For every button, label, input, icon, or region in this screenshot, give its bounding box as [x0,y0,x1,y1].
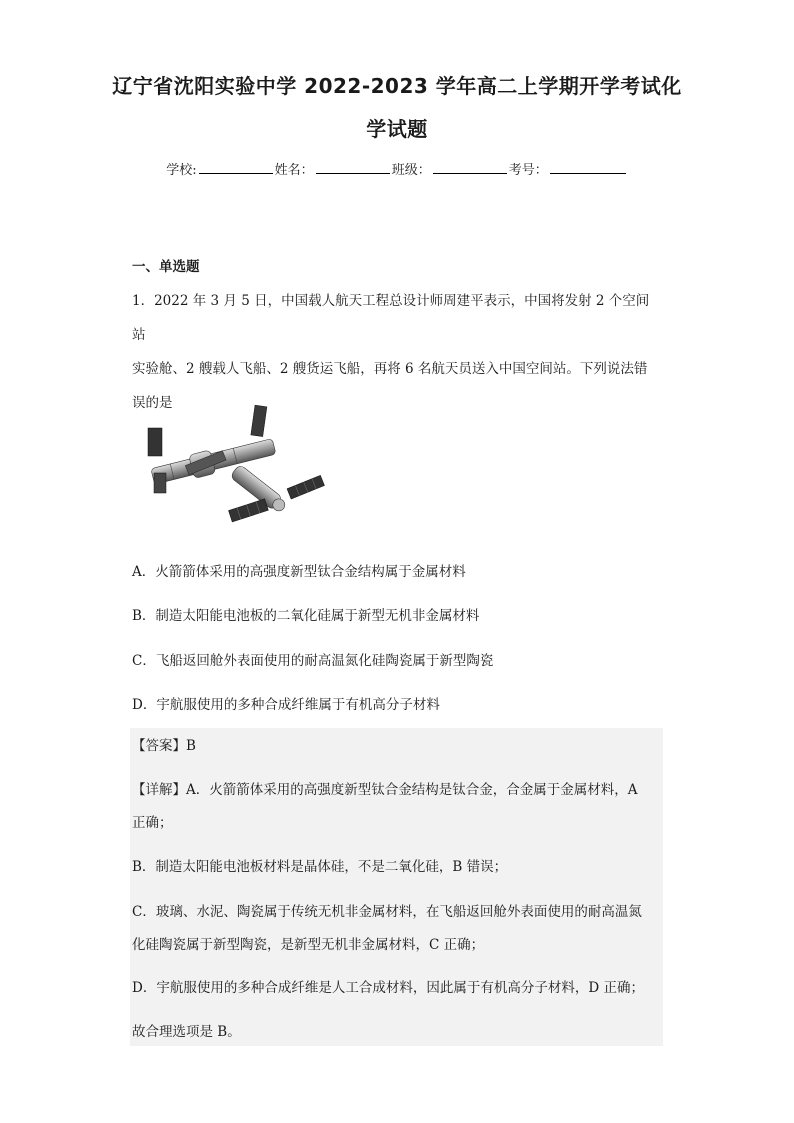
number-blank[interactable] [550,159,626,174]
option-b[interactable]: B．制造太阳能电池板的二氧化硅属于新型无机非金属材料 [132,608,480,624]
detail-line: B．制造太阳能电池板材料是晶体硅，不是二氧化硅，B 错误； [132,859,508,875]
name-blank[interactable] [316,159,390,174]
question-stem-line: 1．2022 年 3 月 5 日，中国载人航天工程总设计师周建平表示，中国将发射 2 个空间站 [132,293,650,343]
detail-line: 【详解】A．火箭箭体采用的高强度新型钛合金结构是钛合金，合金属于金属材料，A [132,782,638,798]
class-blank[interactable] [433,159,507,174]
detail-line: 正确； [132,815,173,831]
school-blank[interactable] [199,159,273,174]
detail-line: C．玻璃、水泥、陶瓷属于传统无机非金属材料，在飞船返回舱外表面使用的耐高温氮 [132,904,642,920]
conclusion-line: 故合理选项是 B。 [132,1024,241,1040]
number-label: 考号： [508,163,548,178]
name-label: 姓名： [274,163,314,178]
document-title-line2: 学试题 [366,117,428,141]
detail-line: 化硅陶瓷属于新型陶瓷，是新型无机非金属材料，C 正确； [132,937,485,953]
option-a[interactable]: A．火箭箭体采用的高强度新型钛合金结构属于金属材料 [132,564,466,580]
school-label: 学校: [166,163,197,178]
answer-line: 【答案】B [132,738,196,754]
detail-line: D．宇航服使用的多种合成纤维是人工合成材料，因此属于有机高分子材料，D 正确； [132,980,644,996]
option-d[interactable]: D．宇航服使用的多种合成纤维属于有机高分子材料 [132,697,440,713]
document-title-line1: 辽宁省沈阳实验中学 2022-2023 学年高二上学期开学考试化 [112,74,682,98]
space-station-icon [140,400,330,530]
question-stem-line: 误的是 [132,395,173,411]
option-c[interactable]: C．飞船返回舱外表面使用的耐高温氮化硅陶瓷属于新型陶瓷 [132,653,494,669]
question-stem-line: 实验舱、2 艘载人飞船、2 艘货运飞船，再将 6 名航天员送入中国空间站。下列说法错 [132,361,648,377]
section-title: 一、单选题 [132,259,200,275]
student-info-row [0,159,794,178]
class-label: 班级： [391,163,431,178]
